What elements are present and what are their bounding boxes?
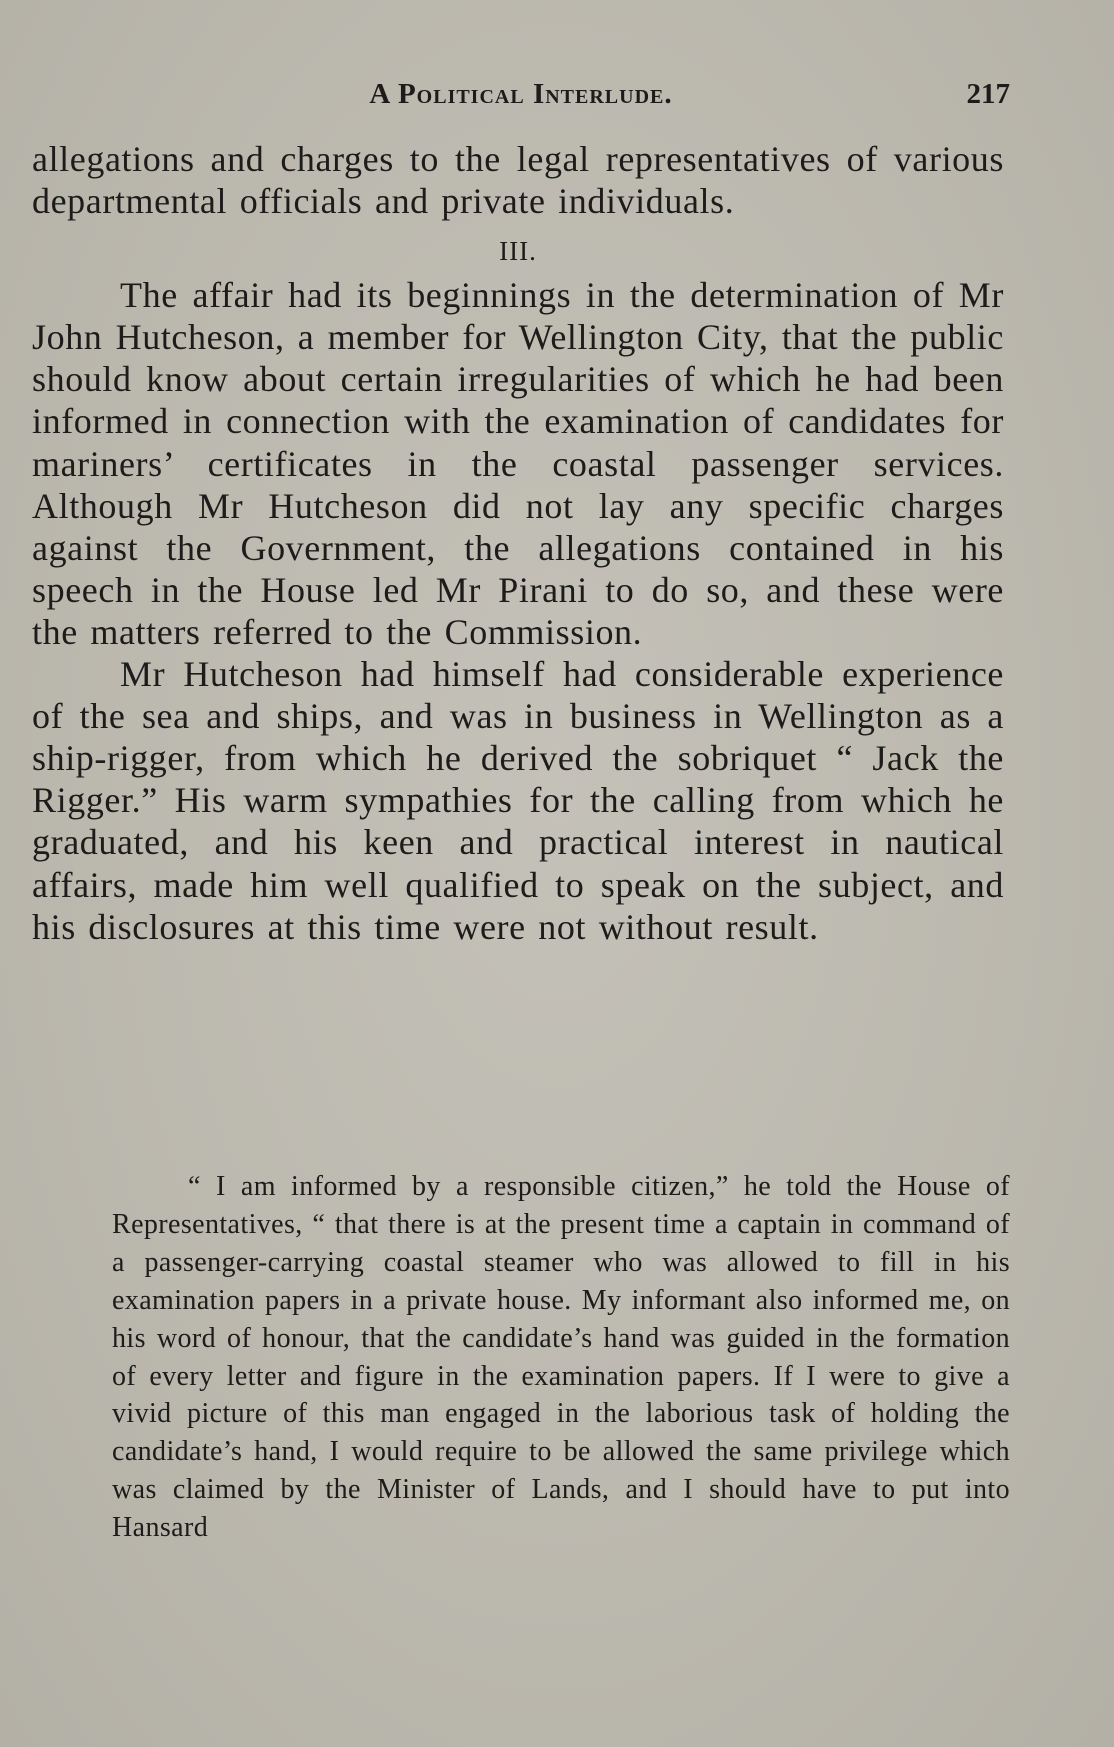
- block-quote: [112, 1168, 1010, 1547]
- page-number: 217: [966, 78, 1010, 110]
- quote-text: “ I am informed by a responsible citizen,” he told the House of Representatives, “ that there is at the present time a captain in command of a passenger-carrying coastal steamer who was allowed to fill in his examination papers in a private house. My informant also informed me, on his word of honour, that the candidate’s hand was guided in the formation of every letter and figure in the examination papers. If I were to give a vivid picture of this man engaged in the laborious task of holding the candidate’s hand, I would require to be allowed the same privilege which was claimed by the Minister of Lands, and I should have to put into Hansard: [112, 1171, 1010, 1544]
- page-header: [32, 78, 1010, 118]
- paragraph-affair: The affair had its beginnings in the determination of Mr John Hutcheson, a member for Wellington City, that the public should know about certain irregularities of which he had been informed in connection with the examination of candidates for mariners’ certificates in the coastal passenger services. Although Mr Hutcheson did not lay any specific charges against the Government, the allegations contained in his speech in the House led Mr Pirani to do so, and these were the matters referred to the Commission.: [32, 275, 1004, 652]
- paragraph-hutcheson: Mr Hutcheson had himself had considerable experience of the sea and ships, and was in business in Wellington as a ship-rigger, from which he derived the sobriquet “ Jack the Rigger.” His warm sympathies for the calling from which he graduated, and his keen and practical interest in nautical affairs, made him well qualified to speak on the subject, and his disclosures at this time were not without result.: [32, 654, 1004, 947]
- body-text: [32, 138, 1004, 948]
- section-number: III.: [499, 236, 537, 267]
- paragraph-continuation: allegations and charges to the legal representatives of various departmental officials and private individuals.: [32, 139, 1004, 222]
- running-title: A Political Interlude.: [369, 78, 673, 110]
